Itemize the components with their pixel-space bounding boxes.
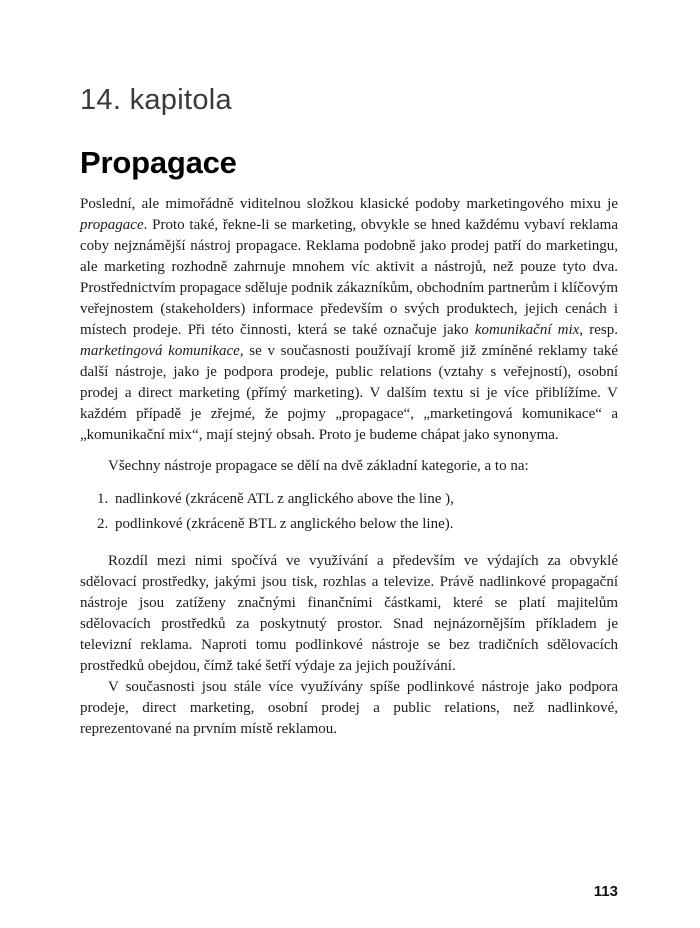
paragraph-intro	[80, 194, 618, 446]
list-number: 2.	[97, 516, 109, 532]
text-run: Poslední, ale mimořádně viditelnou složkou klasické podoby marketingového mixu je	[80, 196, 618, 212]
italic-term-marketingova-komunikace: marketingová komunikace	[80, 343, 240, 359]
paragraph-difference: Rozdíl mezi nimi spočívá ve využívání a především ve výdajích za obvyklé sdělovací prostředky, jakými jsou tisk, rozhlas a televize. Právě nadlinkové propagační nástroje jsou zatíženy značnými finančními částkami, které se platí majitelům sdělovacích prostředků za poskytnutý prostor. Snad nejnázornějším příkladem je televizní reklama. Naproti tomu podlinkové nástroje se bez tradičních sdělovacích prostředků obejdou, čímž také šetří výdaje za jejich používání.	[80, 553, 618, 674]
italic-term-propagace: propagace	[80, 217, 144, 233]
list-number: 1.	[97, 491, 109, 507]
category-list	[80, 489, 618, 535]
paragraph-current-usage: V současnosti jsou stále více využívány spíše podlinkové nástroje jako podpora prodeje, direct marketing, osobní prodej a public relations, než nadlinkové, reprezentované na prvním místě reklamou.	[80, 679, 618, 737]
chapter-heading: 14. kapitola	[80, 84, 232, 116]
page-number: 113	[593, 883, 618, 900]
list-text: nadlinkové (zkráceně ATL z anglického above the line ),	[115, 491, 454, 507]
italic-term-komunikacni-mix: komunikační mix	[474, 322, 580, 338]
text-run: , se v současnosti používají kromě již zmíněné reklamy také další nástroje, jako je podpora prodeje, public relations (vztahy s veřejností), osobní prodej a direct marketing (přímý marketing). V dalším textu si je více přiblížíme. V každém případě je zřejmé, že pojmy „propagace“, „marketingová komunikace“ a „komunikační mix“, mají stejný obsah. Proto je budeme chápat jako synonyma.	[80, 343, 619, 443]
text-run: . Proto také, řekne-li se marketing, obvykle se hned každému vybaví reklama coby nejznámější nástroj propagace. Reklama podobně jako prodej patří do marketingu, ale marketing rozhodně zahrnuje mnohem víc aktivit a nástrojů, než pouze tyto dva. Prostřednictvím propagace sděluje podnik zákazníkům, obchodním partnerům i klíčovým veřejnostem (stakeholders) informace především o svých produktech, jejich cenách i místech prodeje. Při této činnosti, která se také označuje jako	[80, 217, 618, 338]
list-item-btl	[97, 514, 618, 535]
list-item-atl	[97, 489, 618, 510]
list-text: podlinkové (zkráceně BTL z anglického below the line).	[115, 516, 454, 532]
paragraph-categories-lead: Všechny nástroje propagace se dělí na dvě základní kategorie, a to na:	[108, 458, 529, 474]
section-title: Propagace	[80, 145, 237, 180]
text-run: , resp.	[579, 322, 618, 338]
